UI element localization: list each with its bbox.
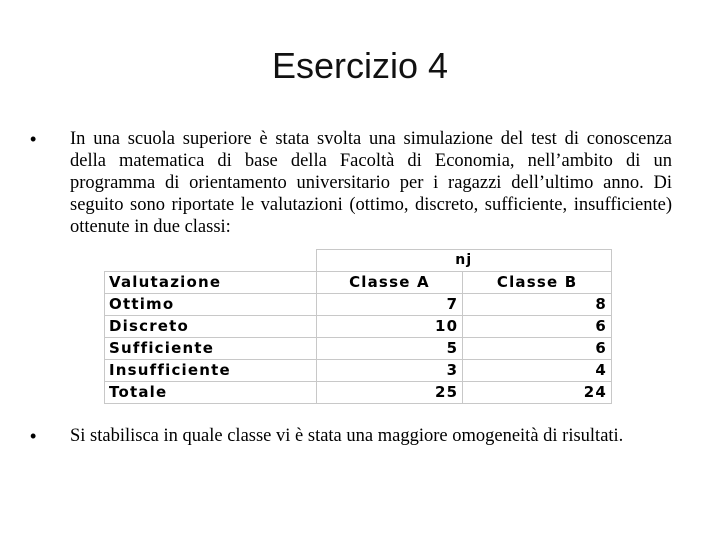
bullet-marker: • [30, 426, 37, 446]
cell-classe-b: 8 [463, 293, 612, 315]
cell-classe-a: 5 [316, 337, 463, 359]
table-header-row [105, 271, 612, 293]
bullet-marker: • [30, 129, 37, 149]
bullet-question-text: Si stabilisca in quale classe vi è stata una maggiore omogeneità di risultati. [70, 426, 624, 446]
table-row [105, 337, 612, 359]
cell-classe-a: 25 [316, 381, 463, 403]
bullet-intro [30, 128, 672, 238]
header-classe-a: Classe A [316, 271, 463, 293]
cell-classe-b: 6 [463, 337, 612, 359]
row-label: Ottimo [105, 293, 317, 315]
row-label: Sufficiente [105, 337, 317, 359]
cell-classe-a: 7 [316, 293, 463, 315]
bullet-question [30, 425, 672, 447]
cell-classe-b: 4 [463, 359, 612, 381]
cell-classe-a: 10 [316, 315, 463, 337]
row-label: Discreto [105, 315, 317, 337]
cell-classe-b: 24 [463, 381, 612, 403]
table-corner-cell [105, 250, 317, 272]
row-label: Totale [105, 381, 317, 403]
table-row [105, 315, 612, 337]
grades-table [104, 249, 612, 404]
table-row-total [105, 381, 612, 403]
cell-classe-a: 3 [316, 359, 463, 381]
table-group-header: nj [316, 250, 611, 272]
cell-classe-b: 6 [463, 315, 612, 337]
header-valutazione: Valutazione [105, 271, 317, 293]
row-label: Insufficiente [105, 359, 317, 381]
table-row [105, 293, 612, 315]
header-classe-b: Classe B [463, 271, 612, 293]
slide-title: Esercizio 4 [271, 45, 449, 86]
bullet-intro-text: In una scuola superiore è stata svolta una simulazione del test di conoscenza della matematica di base della Facoltà di Economia, nell’ambito di un programma di orientamento universitario per i ragazzi dell’ultimo anno. Di seguito sono riportate le valutazioni (ottimo, discreto, sufficiente, insufficiente) ottenute in due classi: [70, 129, 672, 237]
table-row [105, 359, 612, 381]
